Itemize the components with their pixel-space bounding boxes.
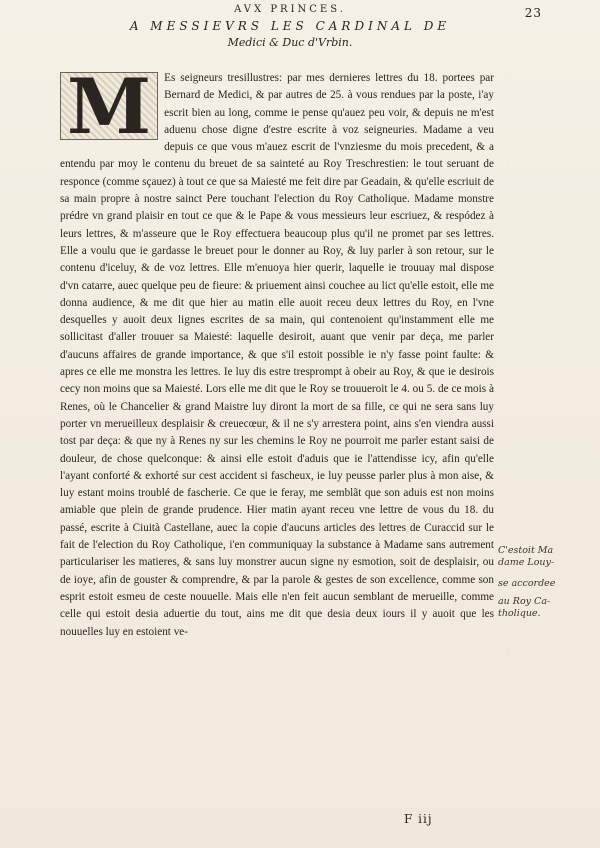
running-head: AVX PRINCES.: [234, 4, 346, 15]
margin-note-1: C'estoit Ma dame Louy-: [498, 545, 555, 568]
letter-address: A MESSIEVRS LES CARDINAL DE: [129, 19, 451, 33]
margin-note-2: se accordee: [498, 578, 556, 589]
signature-mark: F iij: [404, 812, 433, 826]
page-number: 23: [524, 6, 542, 20]
letter-address-continued: Medici & Duc d'Vrbin.: [227, 36, 353, 49]
margin-note-3: au Roy Ca-tholique.: [498, 596, 551, 619]
letter-heading: [60, 4, 520, 50]
drop-cap-initial: M: [60, 72, 158, 140]
letter-body: [60, 62, 494, 641]
letter-paragraph: Es seigneurs tresillustres: par mes dernieres lettres du 18. portees par Bernard de Medici, & par autres de 25. à vous rendues par la poste, i'ay escrit bien au long, comme ie pense qu'auez peu voir, & depuis ne m'est aduenu chose digne d'estre escrite à voz seigneuries. Madame a veu depuis ce que vous m'auez escrit de l'vnziesme du mois precedent, & a entendu par moy le contenu du breuet de sa sainteté au Roy Treschrestien: le tout seruant de responce (comme sçauez) à tout ce que sa Maiesté me feit dire par Geadain, & qu'elle escriuit de sa main propre à nostre sainct Pere touchant l'election du Roy Catholique. Madame monstre prédre vn grand plaisir en tout ce que & le Pape & vous messieurs leur escriuez, & respódez à leurs lettres, & m'asseure que le Roy effectuera beaucoup plus qu'il ne promet par ses lettres. Elle a voulu que ie gardasse le breuet pour le donner au Roy, & luy parler à son retour, sur le contenu d'iceluy, & de voz lettres. Elle m'enuoya hier querir, laquelle ie trouuay mal dispose d'vn catarre, auec quelque peu de fieure: & priuement ainsi couchee au lict qu'elle estoit, elle me donna audience, & me dit que hier au matin elle auoit receu deux lettres du Roy, en l'vne desquelles y auoit deux lignes escrites de sa main, qui contenoient qu'instamment elle me sollicitast d'aller trouuer sa Maiesté: laquelle desiroit, auant que venir par deça, me parler d'aucuns affaires de grande importance, & que s'il estoit possible ie n'y fasse point faulte: & apres ce elle me monstra les lettres. Ie luy dis estre tresprompt à obeir au Roy, & que ie desirois cecy non moins que sa Maiesté. Lors elle me dit que le Roy se trouueroit le 4. ou 5. de ce mois à Renes, où le Chancelier & grand Maistre luy diront la mort de sa fille, ce qui ne sera sans luy porter vn merueilleux desplaisir & creuecœur, & il ne s'y arrestera point, ains s'en viendra aussi tost par deça: & que ny à Renes ny sur les chemins le Roy ne pourroit me parler estant saisi de douleur, de chose quelconque: & ainsi elle estoit d'aduis que ie l'attendisse icy, afin qu'elle l'ayant conforté & exhorté sur cest accident si fascheux, ie luy peusse parler plus à mon aise, & luy estant moins troublé de fascherie. Ce que ie feray, me semblãt que son aduis est non moins amiable que plein de grande prudence. Hier matin ayant receu vne lettre de vous du 18. du passé, escrite à Ciuità Castellane, auec la copie d'aucuns articles des lettres de Curaccid sur le fait de l'election du Roy Catholique, i'en communiquay la substance à Madame sans autrement particulariser les matieres, & sans luy monstrer aucun signe ny esmotion, soit de desplaisir, ou de ioye, afin de gouster & comprendre, & par la parole & gestes de son excellence, comme son esprit estoit esmeu de ceste nouuelle. Mais elle n'en feit aucun semblant de merueille, comme celle qui estoit desia aduertie du tout, ains me dit que desia deux iours il y auoit que les nouuelles luy en estoient ve-: [60, 72, 494, 638]
